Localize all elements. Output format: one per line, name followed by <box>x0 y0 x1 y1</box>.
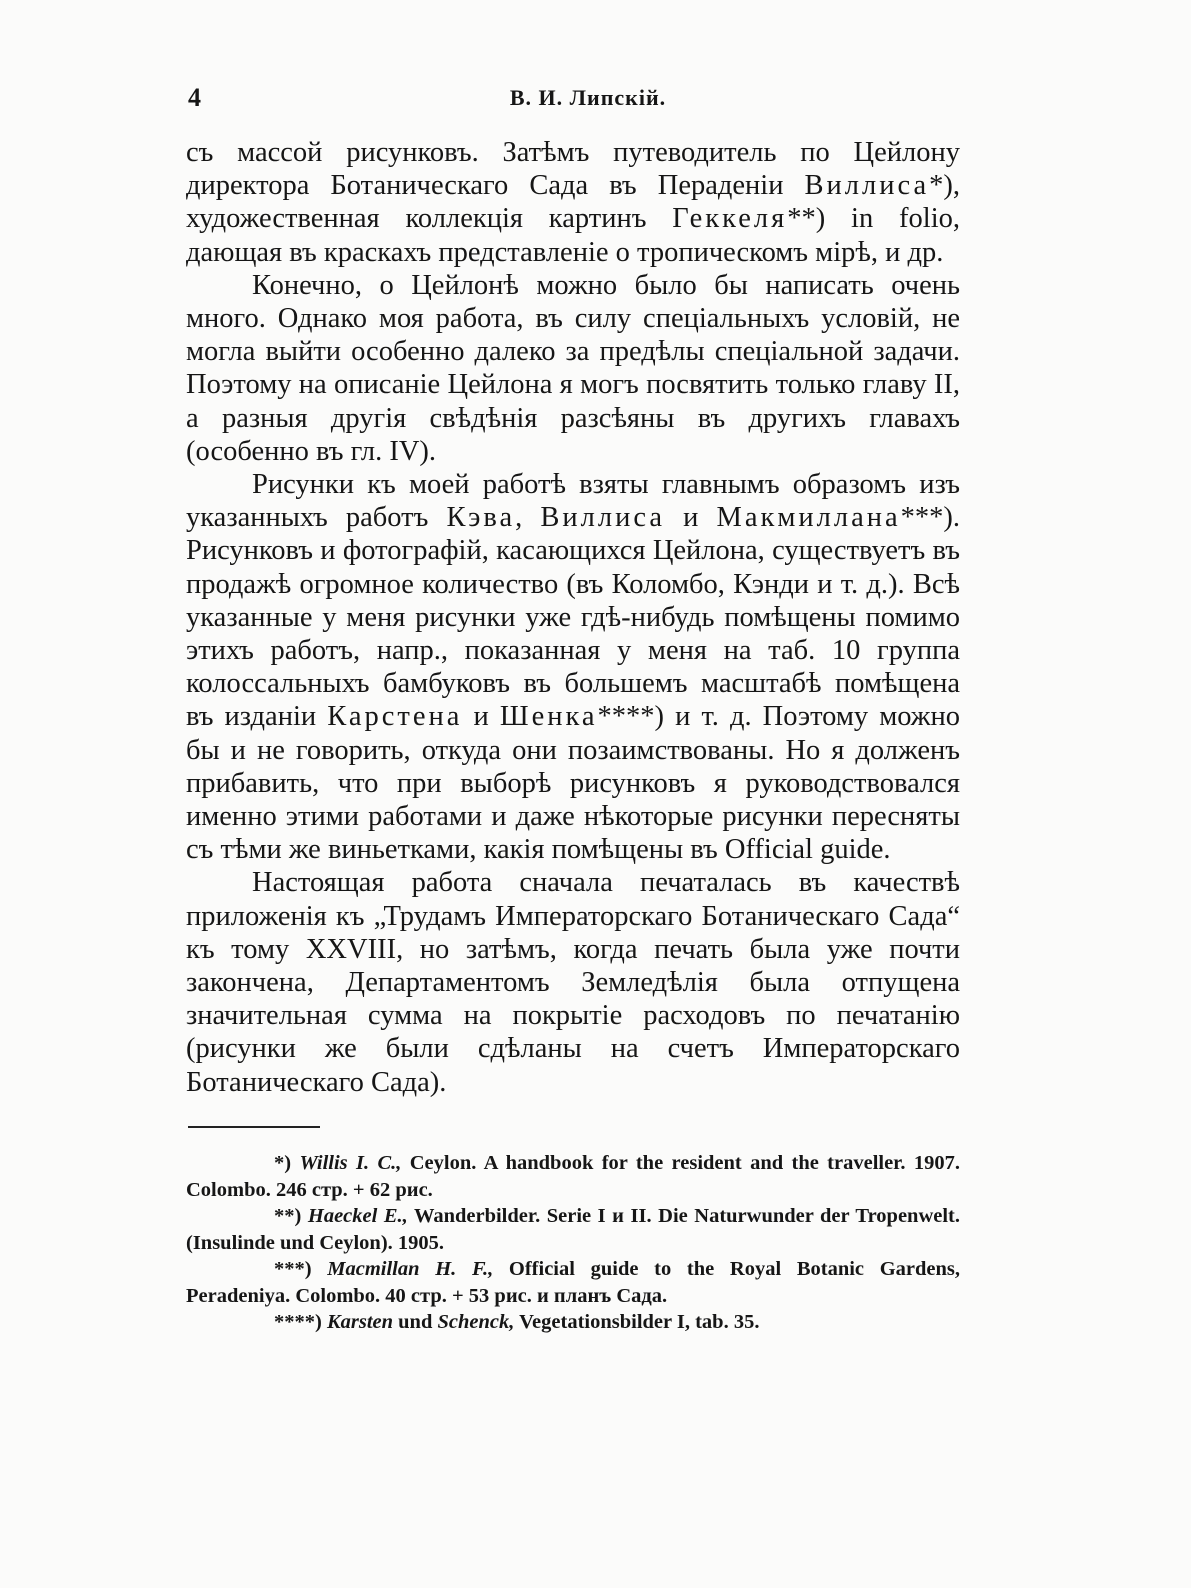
text-run: **) in folio, дающая въ краскахъ представленіе о тропическомъ мірѣ, и др. <box>186 203 960 268</box>
footnote <box>186 1256 960 1309</box>
author-name: Виллиса <box>804 170 930 202</box>
footnotes <box>186 1150 960 1336</box>
footnote-mark: *) <box>274 1152 300 1174</box>
text-run: съ массой рисунковъ. Затѣмъ путеводитель по Цейлону директора Ботаническаго Сада въ Пераденіи <box>186 137 960 202</box>
author-name: Кэва <box>446 502 516 534</box>
author-name: Виллиса <box>540 502 665 534</box>
text-run: Рисунки къ моей работѣ взяты главнымъ образомъ изъ указанныхъ работъ <box>186 469 960 534</box>
main-text <box>186 136 960 1099</box>
footnote-mark: ***) <box>274 1258 328 1280</box>
text-run: ***). Рисунковъ и фотографій, касающихся Цейлона, существуетъ въ продажѣ огромное количество (въ Коломбо, Кэнди и т. д.). Всѣ указанные у меня рисунки уже гдѣ-нибудь помѣщены помимо этихъ работъ, напр., показанная у меня на таб. 10 группа колоссальныхъ бамбуковъ въ большемъ масштабѣ помѣщена въ изданіи <box>186 502 960 733</box>
footnote-text: Vegetationsbilder I, tab. 35. <box>514 1311 760 1333</box>
footnote-separator <box>188 1126 320 1128</box>
paragraph: Настоящая работа сначала печаталась въ качествѣ приложенія къ „Трудамъ Императорскаго Ботаническаго Сада“ къ тому XXVIII, но затѣмъ, когда печать была уже почти закончена, Департаментомъ Земледѣлія была отпущена значительная сумма на покрытіе расходовъ по печатанію (рисунки же были сдѣланы на счетъ Императорскаго Ботаническаго Сада). <box>186 867 960 1098</box>
running-head: В. И. Липскій. <box>509 85 667 110</box>
footnote-author: Macmillan H. F., <box>327 1258 494 1280</box>
footnote-mark: ****) <box>274 1311 327 1333</box>
paragraph: Конечно, о Цейлонѣ можно было бы написать очень много. Однако моя работа, въ силу спеціальныхъ условій, не могла выйти особенно далеко за предѣлы спеціальной задачи. Поэтому на описаніе Цейлона я могъ посвятить только главу II, а разныя другія свѣдѣнія разсѣяны въ другихъ главахъ (особенно въ гл. IV). <box>186 269 960 467</box>
text-run: ****) и т. д. Поэтому можно бы и не говорить, откуда они позаимствованы. Но я долженъ прибавить, что при выборѣ рисунковъ я руководствовался именно этими работами и даже нѣкоторые рисунки пересняты съ тѣми же виньетками, какія помѣщены въ Official guide. <box>186 701 960 866</box>
paragraph <box>186 136 960 269</box>
author-name: Шенка <box>499 701 598 733</box>
text-run: *), художественная коллекція картинъ <box>186 170 960 235</box>
footnote-text: Wanderbilder. Serie I и II. Die Naturwunder der Tropenwelt. (Insulinde und Ceylon). 1905. <box>186 1205 961 1254</box>
footnote-author: Haeckel E., <box>307 1205 408 1227</box>
paragraph <box>186 468 960 866</box>
text-run: и <box>462 701 500 733</box>
footnote <box>186 1203 960 1256</box>
footnote <box>186 1150 960 1203</box>
footnote-text: und <box>393 1311 438 1333</box>
author-name: Геккеля <box>672 203 788 235</box>
text-run: , <box>515 502 541 534</box>
footnote-text: Ceylon. A handbook for the resident and the traveller. 1907. Colombo. 246 стр. + 62 рис. <box>186 1152 960 1201</box>
footnote-mark: **) <box>274 1205 308 1227</box>
author-name: Карстена <box>327 701 463 733</box>
page-header <box>188 82 988 114</box>
footnote-author: Willis I. C., <box>299 1152 402 1174</box>
footnote-text: Official guide to the Royal Botanic Gardens, Peradeniya. Colombo. 40 стр. + 53 рис. и планъ Сада. <box>186 1258 960 1307</box>
footnote-author: Karsten <box>326 1311 394 1333</box>
page-number: 4 <box>188 83 201 112</box>
footnote <box>186 1309 960 1336</box>
text-run: и <box>664 502 717 534</box>
author-name: Макмиллана <box>716 502 901 534</box>
footnote-author: Schenck, <box>437 1311 515 1333</box>
